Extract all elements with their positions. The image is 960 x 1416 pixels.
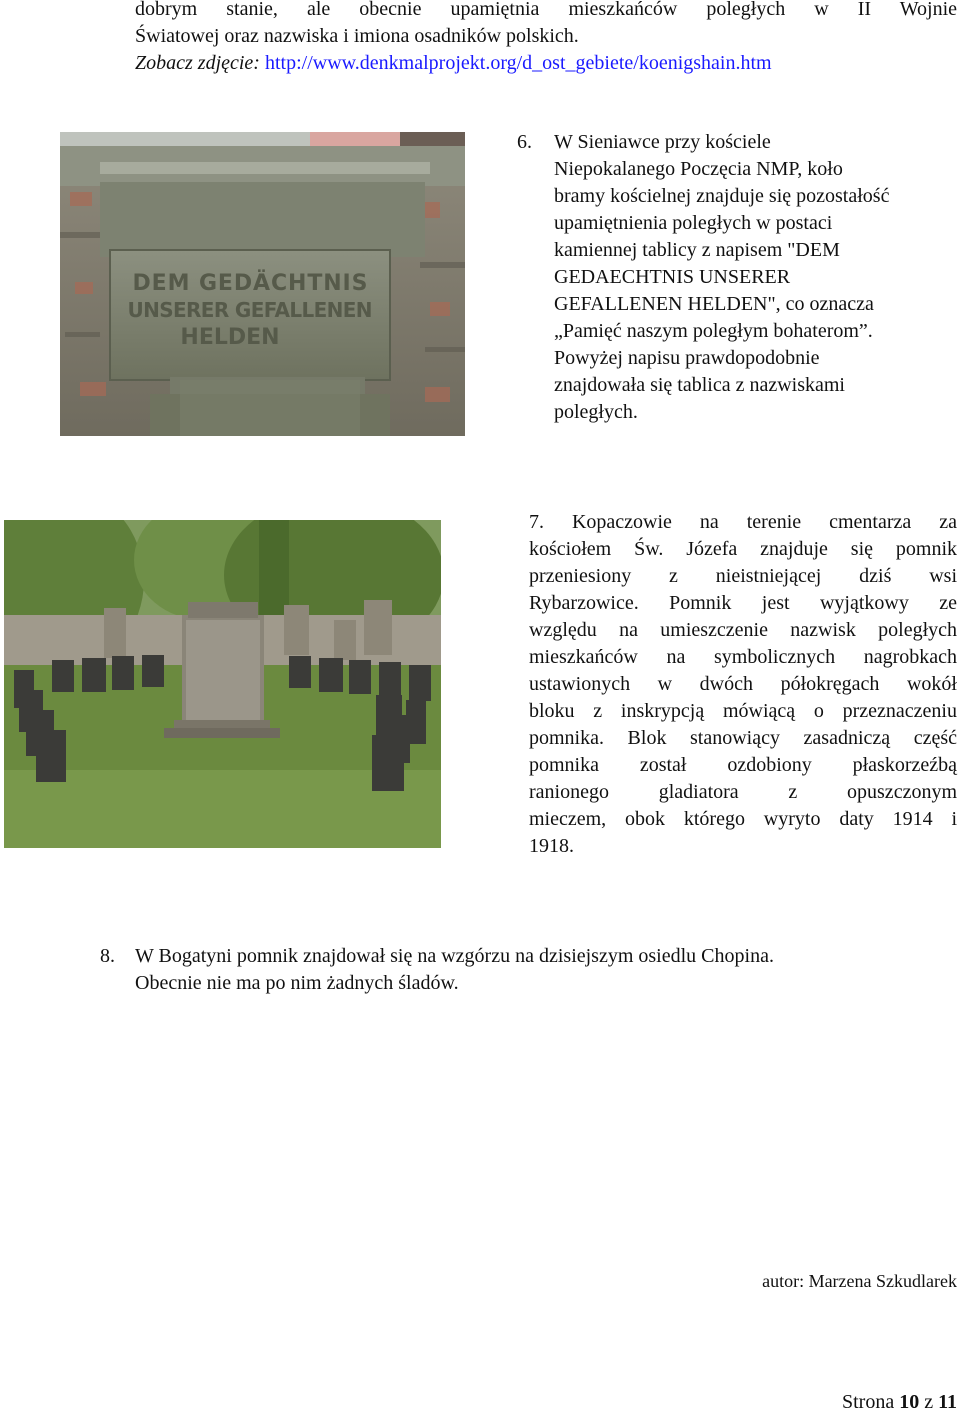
item-6-line: upamiętnienia poległych w postaci bbox=[554, 212, 833, 234]
item-7-line: bloku z inskrypcją mówiącą o przeznaczeniu bbox=[529, 700, 957, 722]
item-7-line: 1918. bbox=[529, 835, 574, 857]
intro-paragraph bbox=[135, 0, 957, 77]
item-8-line-1 bbox=[100, 943, 930, 970]
item-6-line: znajdowała się tablica z nazwiskami bbox=[554, 374, 845, 396]
plaque-line-2: UNSERER GEFALLENEN bbox=[127, 298, 373, 322]
intro-line-2: Światowej oraz nazwiska i imiona osadników polskich. bbox=[135, 25, 579, 47]
denkmalprojekt-link[interactable]: http://www.denkmalprojekt.org/d_ost_gebiete/koenigshain.htm bbox=[264, 52, 772, 74]
item-6-line: GEFALLENEN HELDEN", co oznacza bbox=[554, 293, 874, 315]
author: autor: Marzena Szkudlarek bbox=[762, 1271, 957, 1291]
intro-line-1: dobrym stanie, ale obecnie upamiętnia mieszkańców poległych w II Wojnie bbox=[135, 0, 957, 20]
item-7-line: przeniesiony z nieistniejącej dziś wsi bbox=[529, 565, 957, 587]
item-8-number: 8. bbox=[100, 945, 115, 967]
item-7-line: ranionego gladiatora z opuszczonym bbox=[529, 781, 957, 803]
item-7-line: kościołem Św. Józefa znajduje się pomnik bbox=[529, 538, 957, 560]
item-6-line: bramy kościelnej znajduje się pozostałość bbox=[554, 185, 890, 207]
item-8-text-1: W Bogatyni pomnik znajdował się na wzgórzu na dzisiejszym osiedlu Chopina. bbox=[135, 945, 774, 967]
item-6-line: GEDAECHTNIS UNSERER bbox=[554, 266, 791, 288]
item-7-line: pomnika. Blok stanowiący zasadniczą część bbox=[529, 727, 957, 749]
item-7-line: ustawionych w dwóch półokręgach wokół bbox=[529, 673, 957, 695]
page-footer-prefix: Strona bbox=[841, 1391, 900, 1413]
item-7-line: Rybarzowice. Pomnik jest wyjątkowy ze bbox=[529, 592, 957, 614]
plaque-line-3: HELDEN bbox=[180, 325, 280, 350]
page-number: 10 bbox=[899, 1391, 920, 1413]
item-7-line: 7. Kopaczowie na terenie cmentarza za bbox=[529, 511, 957, 533]
item-6-line-1 bbox=[517, 129, 937, 156]
plaque-photo bbox=[60, 132, 465, 436]
item-7-line: mieszkańców na symbolicznych nagrobkach bbox=[529, 646, 957, 668]
item-7-paragraph bbox=[529, 509, 957, 860]
cemetery-photo-image bbox=[4, 520, 441, 848]
item-8-paragraph bbox=[100, 943, 930, 997]
item-6-paragraph bbox=[517, 129, 937, 426]
plaque-line-1: DEM GEDÄCHTNIS bbox=[132, 271, 368, 296]
item-6-line: poległych. bbox=[554, 401, 638, 423]
item-7-line: względu na umieszczenie nazwisk poległych bbox=[529, 619, 957, 641]
item-6-number: 6. bbox=[517, 131, 532, 153]
item-6-line: „Pamięć naszym poległym bohaterom”. bbox=[554, 320, 873, 342]
see-photo-label: Zobacz zdjęcie: bbox=[135, 52, 265, 74]
item-6-line: Niepokalanego Poczęcia NMP, koło bbox=[554, 158, 843, 180]
page-footer bbox=[700, 1389, 957, 1416]
page-footer-mid: z bbox=[919, 1391, 939, 1413]
page-total: 11 bbox=[938, 1391, 957, 1413]
item-7-line: pomnika został ozdobiony płaskorzeźbą bbox=[529, 754, 957, 776]
item-7-line: mieczem, obok którego wyryto daty 1914 i bbox=[529, 808, 957, 830]
plaque-photo-image bbox=[60, 132, 465, 436]
cemetery-photo bbox=[4, 520, 441, 848]
item-6-first-line: W Sieniawce przy kościele bbox=[554, 131, 771, 153]
item-6-line: kamiennej tablicy z napisem "DEM bbox=[554, 239, 840, 261]
intro-see-photo bbox=[135, 50, 957, 77]
item-8-line-2: Obecnie nie ma po nim żadnych śladów. bbox=[135, 972, 459, 994]
item-6-body bbox=[517, 156, 937, 426]
item-6-line: Powyżej napisu prawdopodobnie bbox=[554, 347, 820, 369]
